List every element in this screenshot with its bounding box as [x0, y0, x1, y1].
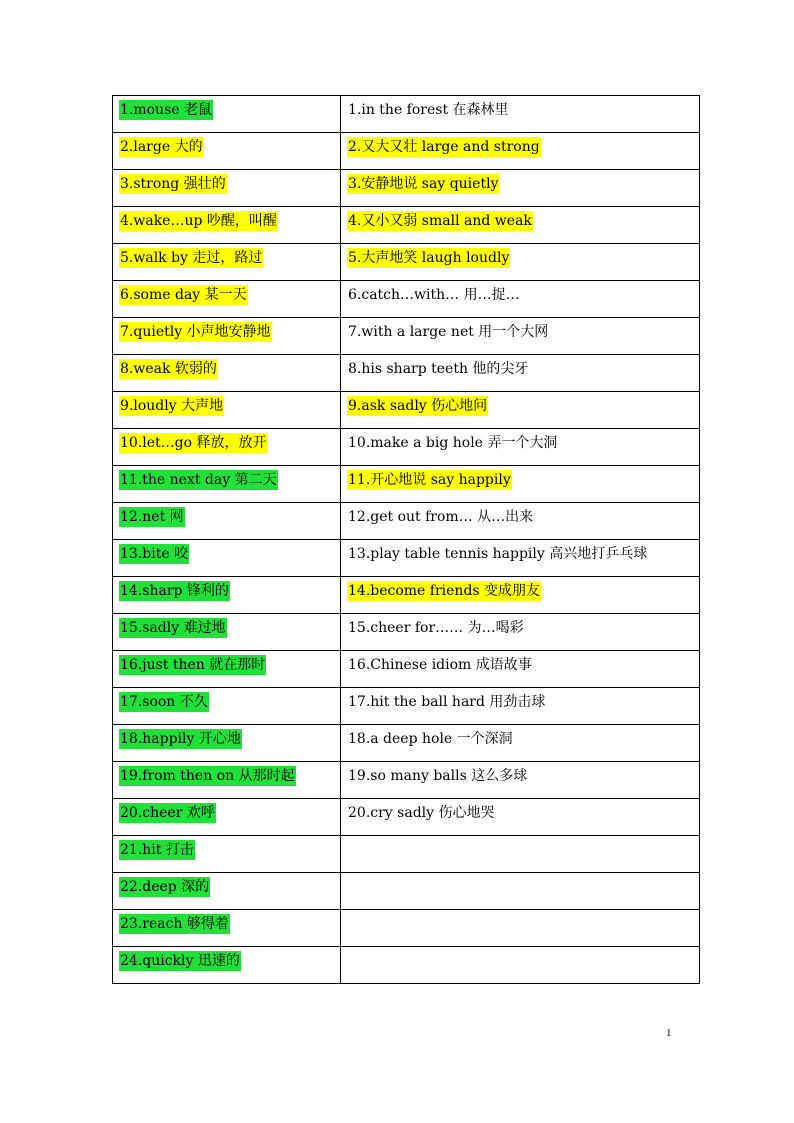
phrase-cell — [341, 244, 700, 281]
vocab-phrase: 11.开心地说 say happily — [348, 472, 511, 488]
vocab-word: 10.let…go 释放，放开 — [120, 435, 267, 451]
table-row — [113, 96, 700, 133]
phrase-cell — [341, 873, 700, 910]
table-row — [113, 577, 700, 614]
phrase-cell — [341, 503, 700, 540]
phrase-cell — [341, 392, 700, 429]
vocab-phrase: 19.so many balls 这么多球 — [348, 768, 528, 784]
word-cell — [113, 688, 341, 725]
word-cell — [113, 355, 341, 392]
table-row — [113, 725, 700, 762]
phrase-cell — [341, 688, 700, 725]
table-row — [113, 318, 700, 355]
vocab-word: 6.some day 某一天 — [120, 287, 247, 303]
vocabulary-table — [112, 95, 700, 984]
vocab-phrase: 2.又大又壮 large and strong — [348, 139, 540, 155]
phrase-cell — [341, 836, 700, 873]
table-row — [113, 466, 700, 503]
vocab-phrase: 14.become friends 变成朋友 — [348, 583, 541, 599]
phrase-cell — [341, 651, 700, 688]
phrase-cell — [341, 355, 700, 392]
word-cell — [113, 429, 341, 466]
vocab-phrase: 18.a deep hole 一个深洞 — [348, 731, 513, 747]
vocab-phrase: 9.ask sadly 伤心地问 — [348, 398, 488, 414]
vocab-phrase: 4.又小又弱 small and weak — [348, 213, 532, 229]
word-cell — [113, 244, 341, 281]
table-row — [113, 133, 700, 170]
table-row — [113, 281, 700, 318]
vocab-word: 20.cheer 欢呼 — [120, 805, 215, 821]
phrase-cell — [341, 614, 700, 651]
vocab-word: 21.hit 打击 — [120, 842, 194, 858]
table-row — [113, 910, 700, 947]
phrase-cell — [341, 947, 700, 984]
word-cell — [113, 318, 341, 355]
phrase-cell — [341, 133, 700, 170]
word-cell — [113, 540, 341, 577]
word-cell — [113, 762, 341, 799]
word-cell — [113, 725, 341, 762]
table-row — [113, 540, 700, 577]
word-cell — [113, 133, 341, 170]
table-row — [113, 355, 700, 392]
phrase-cell — [341, 799, 700, 836]
word-cell — [113, 96, 341, 133]
vocabulary-table-body — [113, 96, 700, 984]
phrase-cell — [341, 466, 700, 503]
phrase-cell — [341, 281, 700, 318]
phrase-cell — [341, 725, 700, 762]
vocab-word: 4.wake…up 吵醒，叫醒 — [120, 213, 277, 229]
vocab-phrase: 6.catch…with… 用…捉… — [348, 287, 520, 303]
table-row — [113, 392, 700, 429]
table-row — [113, 207, 700, 244]
table-row — [113, 503, 700, 540]
phrase-cell — [341, 429, 700, 466]
word-cell — [113, 281, 341, 318]
phrase-cell — [341, 540, 700, 577]
table-row — [113, 873, 700, 910]
vocab-phrase: 17.hit the ball hard 用劲击球 — [348, 694, 546, 710]
vocab-word: 19.from then on 从那时起 — [120, 768, 295, 784]
vocab-word: 15.sadly 难过地 — [120, 620, 226, 636]
vocab-word: 22.deep 深的 — [120, 879, 210, 895]
vocab-word: 18.happily 开心地 — [120, 731, 241, 747]
table-row — [113, 244, 700, 281]
table-row — [113, 614, 700, 651]
word-cell — [113, 577, 341, 614]
vocab-word: 3.strong 强壮的 — [120, 176, 226, 192]
vocab-word: 12.net 网 — [120, 509, 184, 525]
word-cell — [113, 392, 341, 429]
phrase-cell — [341, 910, 700, 947]
table-row — [113, 799, 700, 836]
table-row — [113, 170, 700, 207]
phrase-cell — [341, 96, 700, 133]
phrase-cell — [341, 207, 700, 244]
table-row — [113, 947, 700, 984]
vocab-word: 13.bite 咬 — [120, 546, 189, 562]
vocab-phrase: 20.cry sadly 伤心地哭 — [348, 805, 495, 821]
word-cell — [113, 799, 341, 836]
table-row — [113, 762, 700, 799]
vocab-phrase: 5.大声地笑 laugh loudly — [348, 250, 510, 266]
table-row — [113, 688, 700, 725]
phrase-cell — [341, 762, 700, 799]
vocab-phrase: 12.get out from… 从…出来 — [348, 509, 534, 525]
word-cell — [113, 614, 341, 651]
phrase-cell — [341, 318, 700, 355]
word-cell — [113, 170, 341, 207]
word-cell — [113, 836, 341, 873]
vocab-word: 5.walk by 走过，路过 — [120, 250, 263, 266]
word-cell — [113, 873, 341, 910]
vocab-phrase: 16.Chinese idiom 成语故事 — [348, 657, 532, 673]
vocab-word: 11.the next day 第二天 — [120, 472, 277, 488]
vocab-phrase: 7.with a large net 用一个大网 — [348, 324, 549, 340]
table-row — [113, 429, 700, 466]
table-row — [113, 836, 700, 873]
vocab-phrase: 10.make a big hole 弄一个大洞 — [348, 435, 558, 451]
word-cell — [113, 207, 341, 244]
phrase-cell — [341, 170, 700, 207]
vocab-word: 8.weak 软弱的 — [120, 361, 217, 377]
vocab-word: 2.large 大的 — [120, 139, 203, 155]
page-number: 1 — [666, 1027, 672, 1039]
vocab-phrase: 13.play table tennis happily 高兴地打乒乓球 — [348, 546, 648, 562]
vocab-word: 9.loudly 大声地 — [120, 398, 224, 414]
word-cell — [113, 466, 341, 503]
vocab-phrase: 1.in the forest 在森林里 — [348, 102, 509, 118]
vocab-phrase: 15.cheer for…… 为…喝彩 — [348, 620, 524, 636]
vocab-word: 16.just then 就在那时 — [120, 657, 266, 673]
vocab-phrase: 3.安静地说 say quietly — [348, 176, 499, 192]
vocab-word: 7.quietly 小声地安静地 — [120, 324, 271, 340]
vocab-phrase: 8.his sharp teeth 他的尖牙 — [348, 361, 529, 377]
word-cell — [113, 910, 341, 947]
phrase-cell — [341, 577, 700, 614]
vocab-word: 17.soon 不久 — [120, 694, 208, 710]
table-row — [113, 651, 700, 688]
vocab-word: 24.quickly 迅速的 — [120, 953, 240, 969]
vocab-word: 23.reach 够得着 — [120, 916, 229, 932]
vocab-word: 1.mouse 老鼠 — [120, 102, 212, 118]
word-cell — [113, 947, 341, 984]
vocab-word: 14.sharp 锋利的 — [120, 583, 229, 599]
word-cell — [113, 651, 341, 688]
word-cell — [113, 503, 341, 540]
